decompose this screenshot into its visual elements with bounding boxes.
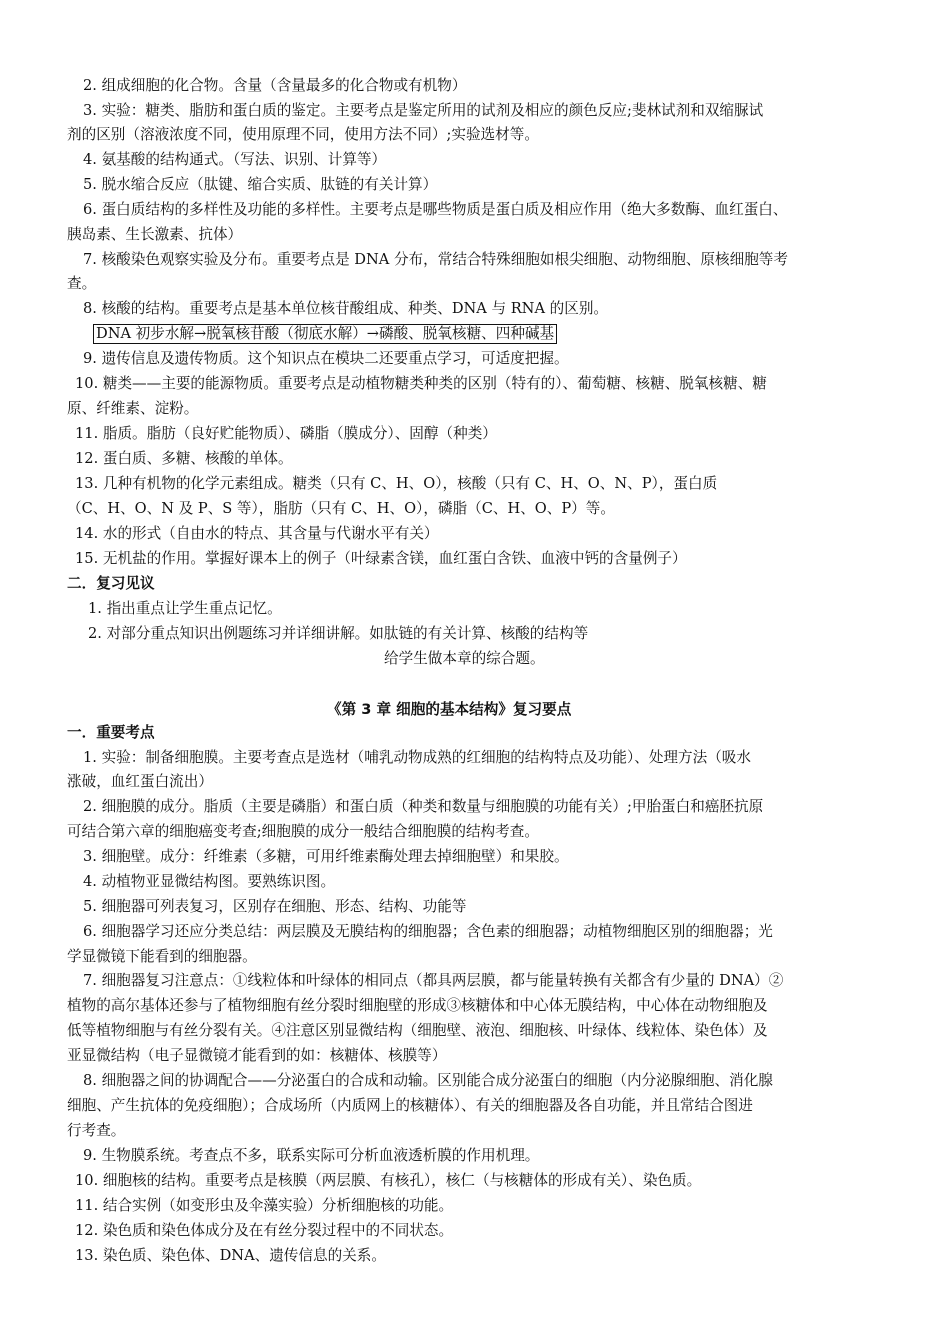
text-line: 给学生做本章的综合题。 [384,650,545,667]
text-line: 6. 细胞器学习还应分类总结：两层膜及无膜结构的细胞器；含色素的细胞器；动植物细胞区别的细胞器；光 [83,923,773,940]
text-line: 2. 组成细胞的化合物。含量（含量最多的化合物或有机物） [83,77,467,94]
text-line: 12. 染色质和染色体成分及在有丝分裂过程中的不同状态。 [75,1222,454,1239]
text-line: 5. 脱水缩合反应（肽键、缩合实质、肽链的有关计算） [83,176,438,193]
text-line: 行考查。 [67,1122,126,1139]
text-line: 9. 遗传信息及遗传物质。这个知识点在模块二还要重点学习，可适度把握。 [83,350,569,367]
text-line: 7. 细胞器复习注意点：①线粒体和叶绿体的相同点（都具两层膜，都与能量转换有关都含有少量的 DNA）② [83,972,784,989]
text-line: 3. 细胞壁。成分：纤维素（多糖，可用纤维素酶处理去掉细胞壁）和果胶。 [83,848,569,865]
text-line: 1. 实验：制备细胞膜。主要考查点是选材（哺乳动物成熟的红细胞的结构特点及功能）、处理方法（吸水 [83,749,751,766]
text-line: 10. 糖类——主要的能源物质。重要考点是动植物糖类种类的区别（特有的）、葡萄糖、核糖、脱氧核糖、糖 [75,375,767,392]
text-line: 剂的区别（溶液浓度不同，使用原理不同，使用方法不同）;实验选材等。 [67,126,539,143]
text-line: 13. 染色质、染色体、DNA、遗传信息的关系。 [75,1247,386,1264]
text-line: 14. 水的形式（自由水的特点、其含量与代谢水平有关） [75,525,439,542]
text-line: 细胞、产生抗体的免疫细胞）；合成场所（内质网上的核糖体）、有关的细胞器及各自功能，并且常结合图进 [67,1097,753,1114]
text-line: 11. 结合实例（如变形虫及伞藻实验）分析细胞核的功能。 [75,1197,454,1214]
text-line: 低等植物细胞与有丝分裂有关。④注意区别显微结构（细胞壁、液泡、细胞核、叶绿体、线粒体、染色体）及 [67,1022,768,1039]
text-line: 13. 几种有机物的化学元素组成。糖类（只有 C、H、O），核酸（只有 C、H、O、N、P），蛋白质 [75,475,718,492]
text-line: 胰岛素、生长激素、抗体） [67,226,243,243]
text-line: 1. 指出重点让学生重点记忆。 [88,600,282,617]
section-heading: 二．复习见议 [67,575,155,592]
text-line: 亚显微结构（电子显微镜才能看到的如：核糖体、核膜等） [67,1047,447,1064]
text-line: 7. 核酸染色观察实验及分布。重要考点是 DNA 分布，常结合特殊细胞如根尖细胞、动物细胞、原核细胞等考 [83,251,788,268]
text-line: 原、纤维素、淀粉。 [67,400,199,417]
text-line: 11. 脂质。脂肪（良好贮能物质）、磷脂（膜成分）、固醇（种类） [75,425,497,442]
text-line: 查。 [67,275,97,292]
text-line: 可结合第六章的细胞癌变考查;细胞膜的成分一般结合细胞膜的结构考查。 [67,823,539,840]
text-line: 8. 核酸的结构。重要考点是基本单位核苷酸组成、种类、DNA 与 RNA 的区别。 [83,300,609,317]
boxed-formula: DNA 初步水解→脱氧核苷酸（彻底水解）→磷酸、脱氧核糖、四种碱基 [93,324,557,344]
text-line: 12. 蛋白质、多糖、核酸的单体。 [75,450,293,467]
text-line: 2. 细胞膜的成分。脂质（主要是磷脂）和蛋白质（种类和数量与细胞膜的功能有关）;甲胎蛋白和癌胚抗原 [83,798,764,815]
text-line: 植物的高尔基体还参与了植物细胞有丝分裂时细胞壁的形成③核糖体和中心体无膜结构，中心体在动物细胞及 [67,997,768,1014]
text-line: 4. 动植物亚显微结构图。要熟练识图。 [83,873,336,890]
text-line: （C、H、O、N 及 P、S 等），脂肪（只有 C、H、O），磷脂（C、H、O、P）等。 [67,500,615,517]
text-line: 学显微镜下能看到的细胞器。 [67,948,257,965]
text-line: 15. 无机盐的作用。掌握好课本上的例子（叶绿素含镁，血红蛋白含铁、血液中钙的含量例子） [75,550,687,567]
text-line: 4. 氨基酸的结构通式。（写法、识别、计算等） [83,151,387,168]
text-line: 8. 细胞器之间的协调配合——分泌蛋白的合成和动输。区别能合成分泌蛋白的细胞（内分泌腺细胞、消化腺 [83,1072,773,1089]
text-line: 2. 对部分重点知识出例题练习并详细讲解。如肽链的有关计算、核酸的结构等 [88,625,589,642]
text-line: 10. 细胞核的结构。重要考点是核膜（两层膜、有核孔），核仁（与核糖体的形成有关）、染色质。 [75,1172,702,1189]
text-line: 涨破，血红蛋白流出） [67,773,213,790]
text-line: 9. 生物膜系统。考查点不多，联系实际可分析血液透析膜的作用机理。 [83,1147,540,1164]
chapter-title: 《第 3 章 细胞的基本结构》复习要点 [327,701,572,718]
text-line: 3. 实验：糖类、脂肪和蛋白质的鉴定。主要考点是鉴定所用的试剂及相应的颜色反应;斐林试剂和双缩脲试 [83,102,764,119]
text-line: 6. 蛋白质结构的多样性及功能的多样性。主要考点是哪些物质是蛋白质及相应作用（绝大多数酶、血红蛋白、 [83,201,788,218]
section-heading: 一．重要考点 [67,724,155,741]
text-line: 5. 细胞器可列表复习，区别存在细胞、形态、结构、功能等 [83,898,467,915]
